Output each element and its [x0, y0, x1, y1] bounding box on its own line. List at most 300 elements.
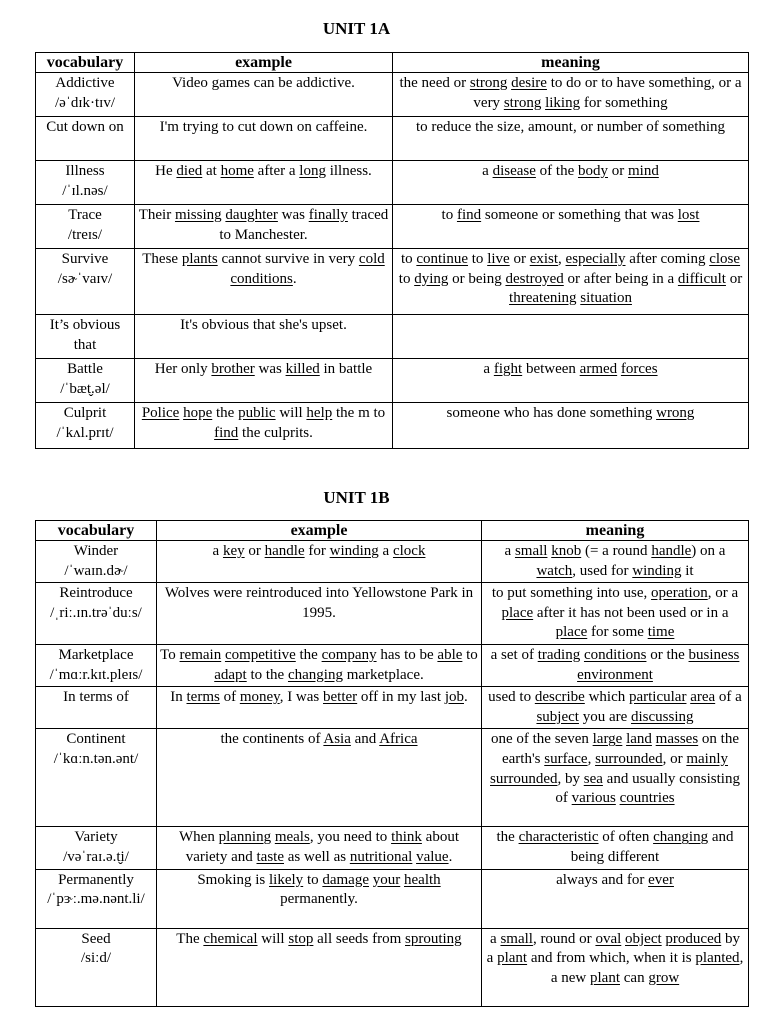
- vocabulary-word: Cut down on: [46, 119, 124, 135]
- table-row: [36, 827, 749, 869]
- table-row: [36, 315, 749, 359]
- example-text: The: [176, 930, 204, 947]
- vocabulary-cell: [36, 315, 135, 359]
- example-cell: [157, 541, 482, 583]
- meaning-cell: [482, 541, 749, 583]
- meaning-cell: [482, 583, 749, 645]
- table-row: [36, 403, 749, 449]
- pronunciation: /ˈmɑːr.kɪt.pleɪs/: [49, 666, 143, 683]
- example-text: as well as: [284, 848, 350, 865]
- underlined-word: died: [176, 163, 203, 179]
- example-cell: [157, 644, 482, 686]
- vocabulary-cell: [36, 928, 157, 1006]
- underlined-word: business: [688, 646, 740, 663]
- vocabulary-cell: [36, 161, 135, 205]
- example-text: Video games can be addictive.: [172, 75, 355, 91]
- underlined-word: armed: [579, 361, 618, 377]
- meaning-text: a: [483, 361, 494, 377]
- vocabulary-cell: [36, 403, 135, 449]
- vocabulary-cell: [36, 541, 157, 583]
- underlined-word: Asia: [323, 731, 351, 748]
- meaning-text: to do or to have something, or a very: [473, 75, 742, 111]
- table-header-row: [36, 521, 749, 541]
- table-row: [36, 249, 749, 315]
- meaning-text: or: [607, 163, 628, 179]
- meaning-text: a: [482, 163, 493, 179]
- pronunciation: /siːd/: [80, 950, 111, 967]
- meaning-text: you are: [578, 708, 632, 725]
- underlined-word: value: [416, 848, 449, 865]
- underlined-word: various: [571, 790, 616, 807]
- underlined-word: exist: [529, 251, 559, 267]
- example-text: was: [277, 207, 309, 223]
- underlined-word: hope: [183, 405, 213, 421]
- meaning-text: (= a round: [581, 543, 652, 559]
- meaning-text: on the earth's: [501, 731, 739, 767]
- underlined-word: body: [577, 163, 608, 179]
- meaning-text: a: [504, 543, 515, 559]
- meaning-text: for some: [587, 624, 648, 641]
- meaning-cell: [393, 161, 749, 205]
- vocabulary-cell: [36, 205, 135, 249]
- example-text: or: [244, 543, 265, 559]
- example-text: has to be: [376, 646, 438, 663]
- table-row: [36, 73, 749, 117]
- underlined-word: time: [647, 624, 675, 641]
- underlined-word: Africa: [379, 731, 418, 748]
- vocabulary-cell: [36, 687, 157, 729]
- example-text: .: [463, 689, 468, 706]
- unit-1a-title: UNIT 1A: [322, 19, 391, 38]
- underlined-word: terms: [186, 689, 220, 706]
- example-cell: [135, 73, 393, 117]
- meaning-text: and from which, when it is: [527, 950, 696, 967]
- pronunciation: /ˌriː.ɪn.trəˈduːs/: [50, 604, 142, 621]
- table-row: [36, 583, 749, 645]
- meaning-text: to: [441, 207, 457, 223]
- meaning-text: someone or something that was: [481, 207, 678, 223]
- example-cell: [157, 827, 482, 869]
- header-example: example: [157, 521, 482, 541]
- example-text: illness.: [325, 163, 372, 179]
- example-cell: [135, 359, 393, 403]
- example-cell: [157, 687, 482, 729]
- example-text: , you need to: [309, 829, 392, 846]
- example-text: the culprits.: [238, 424, 313, 441]
- underlined-word: key: [222, 543, 245, 559]
- table-row: [36, 117, 749, 161]
- meaning-text: one of the seven: [490, 731, 593, 748]
- vocabulary-word: Marketplace: [58, 646, 134, 663]
- underlined-word: changing: [653, 829, 709, 846]
- table-header-row: [36, 53, 749, 73]
- table-row: [36, 644, 749, 686]
- underlined-word: environment: [577, 666, 653, 683]
- underlined-word: close: [709, 251, 741, 267]
- underlined-word: Police: [141, 405, 180, 421]
- vocabulary-word: Trace: [68, 207, 102, 223]
- underlined-word: changing: [287, 666, 343, 683]
- meaning-text: a set of: [490, 646, 538, 663]
- table-row: [36, 729, 749, 827]
- meaning-cell: [393, 73, 749, 117]
- unit-1b-title: UNIT 1B: [323, 488, 390, 507]
- example-text: in battle: [319, 361, 373, 377]
- underlined-word: threatening: [509, 290, 577, 306]
- vocabulary-word: Permanently: [58, 871, 134, 888]
- vocabulary-word: Winder: [73, 543, 119, 559]
- underlined-word: desire: [511, 75, 547, 91]
- vocabulary-cell: [36, 117, 135, 161]
- example-text: at: [202, 163, 221, 179]
- example-text: These: [142, 251, 182, 267]
- example-cell: [157, 869, 482, 928]
- underlined-word: wrong: [656, 405, 695, 421]
- underlined-word: plants: [181, 251, 218, 267]
- meaning-text: to: [400, 251, 417, 267]
- example-text: was: [254, 361, 286, 377]
- meaning-text: after it has not been used or in a: [533, 604, 729, 621]
- meaning-cell: [393, 403, 749, 449]
- meaning-text: of the: [535, 163, 578, 179]
- example-text: traced to Manchester.: [219, 207, 389, 243]
- underlined-word: dying: [414, 270, 449, 287]
- pronunciation: /ˈpɝː.mə.nənt.li/: [47, 891, 145, 908]
- underlined-word: area: [690, 689, 716, 706]
- meaning-text: or: [509, 251, 530, 267]
- underlined-word: help: [306, 405, 333, 421]
- vocabulary-word: Continent: [66, 731, 126, 748]
- example-text: In: [170, 689, 187, 706]
- meaning-cell: [393, 249, 749, 315]
- vocabulary-cell: [36, 583, 157, 645]
- underlined-word: able: [437, 646, 463, 663]
- underlined-word: describe: [534, 689, 585, 706]
- pronunciation: /ˈkɑːn.tən.ənt/: [53, 750, 139, 767]
- meaning-text: between: [522, 361, 580, 377]
- underlined-word: trading: [537, 646, 581, 663]
- meaning-text: , a new: [550, 950, 744, 986]
- meaning-cell: [393, 359, 749, 403]
- meaning-text: by a: [486, 930, 740, 967]
- underlined-word: stop: [288, 930, 314, 947]
- meaning-text: someone who has done something: [446, 405, 657, 421]
- meaning-text: to reduce the size, amount, or number of something: [415, 119, 726, 135]
- underlined-word: daughter: [225, 207, 278, 223]
- vocabulary-cell: [36, 73, 135, 117]
- meaning-text: or the: [646, 646, 689, 663]
- vocabulary-word: Variety: [74, 829, 118, 846]
- meaning-text: or being: [448, 270, 506, 287]
- table-row: [36, 928, 749, 1006]
- meaning-text: can: [620, 969, 649, 986]
- underlined-word: fight: [493, 361, 523, 377]
- unit-1a-vocabulary-table: [35, 52, 749, 449]
- unit-1b-vocabulary-table: [35, 520, 749, 1007]
- example-text: cannot survive in very: [217, 251, 359, 267]
- underlined-word: brother: [211, 361, 255, 377]
- pronunciation: /ˈwaɪn.dɚ/: [64, 562, 128, 579]
- example-text: the: [295, 646, 322, 663]
- underlined-word: home: [220, 163, 254, 179]
- example-cell: [135, 403, 393, 449]
- example-cell: [135, 249, 393, 315]
- meaning-text: ,: [587, 750, 596, 767]
- example-text: Their: [138, 207, 175, 223]
- vocabulary-cell: [36, 869, 157, 928]
- underlined-word: conditions: [230, 270, 293, 287]
- pronunciation: /ˈkʌl.prɪt/: [56, 424, 114, 441]
- underlined-word: destroyed: [505, 270, 564, 287]
- vocabulary-cell: [36, 249, 135, 315]
- underlined-word: land: [626, 731, 652, 748]
- underlined-word: mainly: [686, 750, 728, 767]
- underlined-word: competitive: [224, 646, 296, 663]
- underlined-word: characteristic: [518, 829, 599, 846]
- underlined-word: likely: [269, 871, 304, 888]
- meaning-text: the need or: [399, 75, 470, 91]
- meaning-cell: [393, 315, 749, 359]
- example-text: Wolves were reintroduced into Yellowstone Park in 1995.: [164, 585, 474, 621]
- underlined-word: knob: [551, 543, 582, 559]
- header-vocabulary: vocabulary: [36, 521, 157, 541]
- example-text: will: [257, 930, 289, 947]
- underlined-word: plant: [497, 950, 528, 967]
- meaning-text: ,: [558, 251, 566, 267]
- meaning-text: , or: [662, 750, 687, 767]
- underlined-word: health: [404, 871, 441, 888]
- underlined-word: planted: [695, 950, 740, 967]
- underlined-word: surrounded: [490, 770, 558, 787]
- underlined-word: particular: [628, 689, 687, 706]
- underlined-word: surface: [544, 750, 588, 767]
- meaning-cell: [482, 644, 749, 686]
- table-row: [36, 687, 749, 729]
- meaning-text: a: [490, 930, 501, 947]
- underlined-word: grow: [648, 969, 680, 986]
- underlined-word: meals: [274, 829, 310, 846]
- underlined-word: liking: [545, 94, 581, 111]
- header-meaning: meaning: [393, 53, 749, 73]
- underlined-word: watch: [536, 562, 573, 579]
- underlined-word: find: [456, 207, 482, 223]
- meaning-cell: [482, 729, 749, 827]
- underlined-word: sprouting: [405, 930, 462, 947]
- meaning-text: of often: [598, 829, 654, 846]
- meaning-text: the: [496, 829, 519, 846]
- example-text: to the: [246, 666, 288, 683]
- example-cell: [157, 928, 482, 1006]
- meaning-text: or: [725, 270, 743, 287]
- underlined-word: strong: [503, 94, 542, 111]
- example-text: Smoking is: [197, 871, 270, 888]
- underlined-word: company: [321, 646, 377, 663]
- example-cell: [157, 729, 482, 827]
- meaning-text: which: [584, 689, 629, 706]
- example-text: after a: [253, 163, 300, 179]
- underlined-word: conditions: [583, 646, 647, 663]
- meaning-cell: [482, 687, 749, 729]
- example-cell: [135, 315, 393, 359]
- example-text: I'm trying to cut down on caffeine.: [159, 119, 368, 135]
- meaning-cell: [393, 205, 749, 249]
- pronunciation: /əˈdɪk·tɪv/: [55, 94, 115, 111]
- example-text: Her only: [154, 361, 212, 377]
- underlined-word: your: [372, 871, 401, 888]
- example-text: When: [179, 829, 219, 846]
- example-text: It's obvious that she's upset.: [180, 317, 347, 333]
- underlined-word: small: [514, 543, 548, 559]
- meaning-cell: [482, 827, 749, 869]
- underlined-word: winding: [632, 562, 682, 579]
- example-text: all seeds from: [313, 930, 406, 947]
- example-text: of: [219, 689, 240, 706]
- underlined-word: chemical: [203, 930, 258, 947]
- example-text: a: [212, 543, 223, 559]
- table-row: [36, 541, 749, 583]
- meaning-text: , used for: [572, 562, 633, 579]
- example-text: marketplace.: [342, 666, 424, 683]
- vocabulary-cell: [36, 359, 135, 403]
- example-text: the continents of: [220, 731, 324, 748]
- meaning-text: ) on a: [691, 543, 726, 559]
- meaning-text: , or a: [707, 585, 739, 602]
- example-text: To: [160, 646, 180, 663]
- underlined-word: strong: [469, 75, 508, 91]
- meaning-text: for something: [580, 94, 668, 111]
- underlined-word: ever: [648, 871, 674, 888]
- underlined-word: plant: [590, 969, 620, 986]
- example-text: permanently.: [280, 891, 358, 908]
- meaning-text: to: [468, 251, 488, 267]
- underlined-word: subject: [536, 708, 579, 725]
- header-example: example: [135, 53, 393, 73]
- meaning-text: to put something into use,: [491, 585, 652, 602]
- underlined-word: handle: [264, 543, 305, 559]
- underlined-word: taste: [256, 848, 284, 865]
- underlined-word: winding: [329, 543, 379, 559]
- underlined-word: job: [444, 689, 464, 706]
- underlined-word: small: [500, 930, 533, 947]
- meaning-cell: [482, 869, 749, 928]
- underlined-word: nutritional: [349, 848, 413, 865]
- example-text: the: [212, 405, 239, 421]
- example-text: about variety and: [185, 829, 459, 865]
- meaning-text: to: [398, 270, 415, 287]
- underlined-word: finally: [308, 207, 348, 223]
- vocabulary-word: Culprit: [63, 405, 107, 421]
- vocabulary-cell: [36, 729, 157, 827]
- example-text: a: [378, 543, 393, 559]
- pronunciation: /vəˈraɪ.ə.t̬i/: [63, 848, 129, 865]
- underlined-word: remain: [179, 646, 222, 663]
- underlined-word: discussing: [631, 708, 694, 725]
- example-text: .: [448, 848, 453, 865]
- underlined-word: masses: [655, 731, 699, 748]
- underlined-word: think: [391, 829, 422, 846]
- example-cell: [135, 117, 393, 161]
- table-row: [36, 161, 749, 205]
- meaning-text: after coming: [625, 251, 710, 267]
- underlined-word: countries: [619, 790, 675, 807]
- underlined-word: place: [555, 624, 588, 641]
- example-cell: [135, 161, 393, 205]
- vocabulary-cell: [36, 827, 157, 869]
- vocabulary-word: In terms of: [63, 689, 129, 706]
- meaning-text: and being different: [570, 829, 734, 865]
- meaning-text: , round or: [532, 930, 596, 947]
- underlined-word: large: [592, 731, 623, 748]
- underlined-word: sea: [583, 770, 603, 787]
- meaning-text: , by: [557, 770, 584, 787]
- underlined-word: missing: [174, 207, 222, 223]
- underlined-word: find: [214, 424, 239, 441]
- underlined-word: killed: [285, 361, 320, 377]
- underlined-word: handle: [651, 543, 692, 559]
- meaning-text: of a: [715, 689, 742, 706]
- meaning-cell: [393, 117, 749, 161]
- header-meaning: meaning: [482, 521, 749, 541]
- underlined-word: place: [501, 604, 534, 621]
- example-text: for: [304, 543, 330, 559]
- table-row: [36, 205, 749, 249]
- pronunciation: /sɚˈvaɪv/: [57, 270, 113, 287]
- underlined-word: surrounded: [595, 750, 663, 767]
- pronunciation: /ˈɪl.nəs/: [62, 182, 108, 199]
- underlined-word: produced: [665, 930, 722, 947]
- meaning-cell: [482, 928, 749, 1006]
- example-text: , I was: [279, 689, 324, 706]
- example-text: to: [303, 871, 323, 888]
- underlined-word: object: [625, 930, 662, 947]
- underlined-word: planning: [218, 829, 272, 846]
- example-text: will: [275, 405, 307, 421]
- vocabulary-word: Addictive: [55, 75, 115, 91]
- example-text: He: [155, 163, 177, 179]
- underlined-word: money: [239, 689, 280, 706]
- underlined-word: better: [323, 689, 358, 706]
- vocabulary-word: Seed: [81, 930, 111, 947]
- header-vocabulary: vocabulary: [36, 53, 135, 73]
- pronunciation: /ˈbæt̬.əl/: [60, 380, 110, 397]
- vocabulary-word: Illness: [65, 163, 105, 179]
- underlined-word: oval: [595, 930, 622, 947]
- example-text: .: [292, 270, 297, 287]
- example-text: off in my last: [357, 689, 445, 706]
- underlined-word: difficult: [677, 270, 726, 287]
- underlined-word: mind: [627, 163, 659, 179]
- underlined-word: damage: [322, 871, 369, 888]
- example-text: the m to: [332, 405, 386, 421]
- vocabulary-word: Battle: [67, 361, 103, 377]
- example-cell: [157, 583, 482, 645]
- underlined-word: adapt: [214, 666, 247, 683]
- underlined-word: operation: [651, 585, 708, 602]
- meaning-text: used to: [488, 689, 535, 706]
- underlined-word: long: [299, 163, 326, 179]
- underlined-word: disease: [492, 163, 536, 179]
- meaning-text: always and for: [556, 871, 649, 888]
- underlined-word: especially: [565, 251, 626, 267]
- underlined-word: public: [238, 405, 276, 421]
- meaning-text: and usually consisting of: [555, 770, 740, 807]
- meaning-text: it: [681, 562, 694, 579]
- example-text: to: [462, 646, 478, 663]
- vocabulary-cell: [36, 644, 157, 686]
- underlined-word: clock: [392, 543, 426, 559]
- vocabulary-word: Survive: [61, 251, 109, 267]
- table-row: [36, 869, 749, 928]
